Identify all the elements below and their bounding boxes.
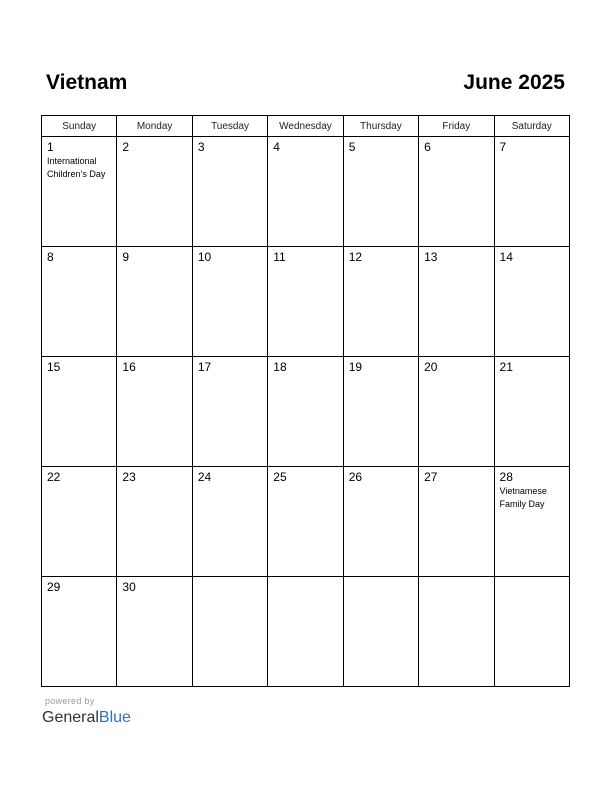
holiday-label xyxy=(419,264,493,265)
day-cell xyxy=(343,577,418,687)
logo-text-blue: Blue xyxy=(98,709,131,726)
day-number: 18 xyxy=(273,360,287,374)
weekday-thursday: Thursday xyxy=(343,116,418,137)
holiday-label xyxy=(117,594,191,595)
week-row xyxy=(42,137,570,247)
holiday-label xyxy=(193,484,267,485)
day-cell xyxy=(192,467,267,577)
generalblue-logo[interactable] xyxy=(42,708,131,728)
day-number: 15 xyxy=(47,360,61,374)
day-cell xyxy=(494,247,569,357)
holiday-label xyxy=(268,484,342,485)
day-cell xyxy=(268,137,343,247)
day-number: 9 xyxy=(122,250,130,264)
day-cell xyxy=(117,577,192,687)
day-number: 25 xyxy=(273,470,287,484)
day-cell xyxy=(192,577,267,687)
weekday-saturday: Saturday xyxy=(494,116,569,137)
holiday-label xyxy=(42,594,116,595)
day-cell xyxy=(268,247,343,357)
day-number: 17 xyxy=(197,360,212,374)
holiday-label xyxy=(42,374,116,375)
holiday-label xyxy=(268,580,342,581)
holiday-label xyxy=(268,154,342,155)
holiday-label: Vietnamese Family Day xyxy=(499,486,547,509)
holiday-label: International Children’s Day xyxy=(47,156,106,179)
calendar-grid xyxy=(41,115,570,687)
day-number: 20 xyxy=(424,360,438,374)
weekday-friday: Friday xyxy=(419,116,494,137)
day-cell xyxy=(117,357,192,467)
day-cell xyxy=(419,577,494,687)
day-number: 14 xyxy=(499,250,513,264)
day-cell xyxy=(343,137,418,247)
holiday-label xyxy=(495,580,569,581)
holiday-label xyxy=(117,374,191,375)
day-number: 26 xyxy=(348,470,363,484)
day-cell xyxy=(343,357,418,467)
day-number: 21 xyxy=(499,360,513,374)
weekday-header xyxy=(42,116,570,137)
holiday-label xyxy=(193,264,267,265)
day-cell xyxy=(419,137,494,247)
day-cell xyxy=(192,137,267,247)
holiday-label xyxy=(268,374,342,375)
day-cell xyxy=(42,357,117,467)
day-number: 4 xyxy=(273,140,280,154)
day-number: 24 xyxy=(197,470,212,484)
day-number: 13 xyxy=(424,250,438,264)
day-cell xyxy=(117,247,192,357)
day-cell xyxy=(343,467,418,577)
holiday-label xyxy=(344,154,418,155)
holiday-label xyxy=(419,374,493,375)
holiday-label xyxy=(495,154,569,155)
day-cell xyxy=(419,357,494,467)
day-cell xyxy=(42,247,117,357)
weekday-sunday: Sunday xyxy=(42,116,117,137)
weekday-monday: Monday xyxy=(117,116,192,137)
day-number: 16 xyxy=(122,360,136,374)
holiday-label xyxy=(193,374,267,375)
holiday-label xyxy=(344,374,418,375)
day-cell xyxy=(42,577,117,687)
holiday-label xyxy=(344,580,418,581)
day-cell xyxy=(42,467,117,577)
day-number: 6 xyxy=(424,140,431,154)
holiday-label xyxy=(344,264,418,265)
day-number: 5 xyxy=(348,140,356,154)
holiday-label xyxy=(117,484,191,485)
holiday-label xyxy=(193,580,267,581)
day-cell xyxy=(268,577,343,687)
day-cell xyxy=(419,467,494,577)
holiday-label xyxy=(117,264,191,265)
day-number: 19 xyxy=(348,360,363,374)
day-cell xyxy=(192,357,267,467)
weekday-tuesday: Tuesday xyxy=(192,116,267,137)
day-cell xyxy=(419,247,494,357)
day-cell xyxy=(268,357,343,467)
day-number: 3 xyxy=(197,140,205,154)
week-row xyxy=(42,577,570,687)
holiday-label xyxy=(419,484,493,485)
day-number: 22 xyxy=(47,470,61,484)
day-number: 12 xyxy=(348,250,363,264)
footer xyxy=(42,696,131,728)
day-cell xyxy=(494,357,569,467)
holiday-label xyxy=(117,154,191,155)
day-cell xyxy=(117,467,192,577)
holiday-label xyxy=(419,580,493,581)
day-number: 29 xyxy=(47,580,61,594)
weekday-wednesday: Wednesday xyxy=(268,116,343,137)
month-title: June 2025 xyxy=(463,71,565,94)
day-cell xyxy=(192,247,267,357)
day-number: 7 xyxy=(499,140,507,154)
holiday-label xyxy=(495,374,569,375)
day-cell xyxy=(117,137,192,247)
holiday-label xyxy=(344,484,418,485)
day-number: 28 xyxy=(499,470,513,484)
holiday-label xyxy=(193,154,267,155)
day-number: 1 xyxy=(47,140,54,154)
day-number: 30 xyxy=(122,580,136,594)
day-cell xyxy=(494,467,569,577)
holiday-label xyxy=(419,154,493,155)
day-number: 27 xyxy=(424,470,438,484)
day-cell xyxy=(343,247,418,357)
holiday-label xyxy=(495,264,569,265)
day-cell xyxy=(42,137,117,247)
day-number: 8 xyxy=(47,250,54,264)
weekday-row xyxy=(42,116,570,137)
powered-by-label: powered by xyxy=(45,696,95,706)
week-row xyxy=(42,467,570,577)
day-number: 23 xyxy=(122,470,136,484)
week-row xyxy=(42,357,570,467)
logo-text-general: General xyxy=(42,709,99,726)
holiday-label xyxy=(268,264,342,265)
week-row xyxy=(42,247,570,357)
day-number: 2 xyxy=(122,140,130,154)
day-number: 11 xyxy=(273,250,286,264)
holiday-label xyxy=(42,264,116,265)
day-cell xyxy=(494,137,569,247)
country-title: Vietnam xyxy=(46,71,128,94)
day-cell xyxy=(494,577,569,687)
holiday-label xyxy=(42,484,116,485)
day-number: 10 xyxy=(197,250,212,264)
day-cell xyxy=(268,467,343,577)
